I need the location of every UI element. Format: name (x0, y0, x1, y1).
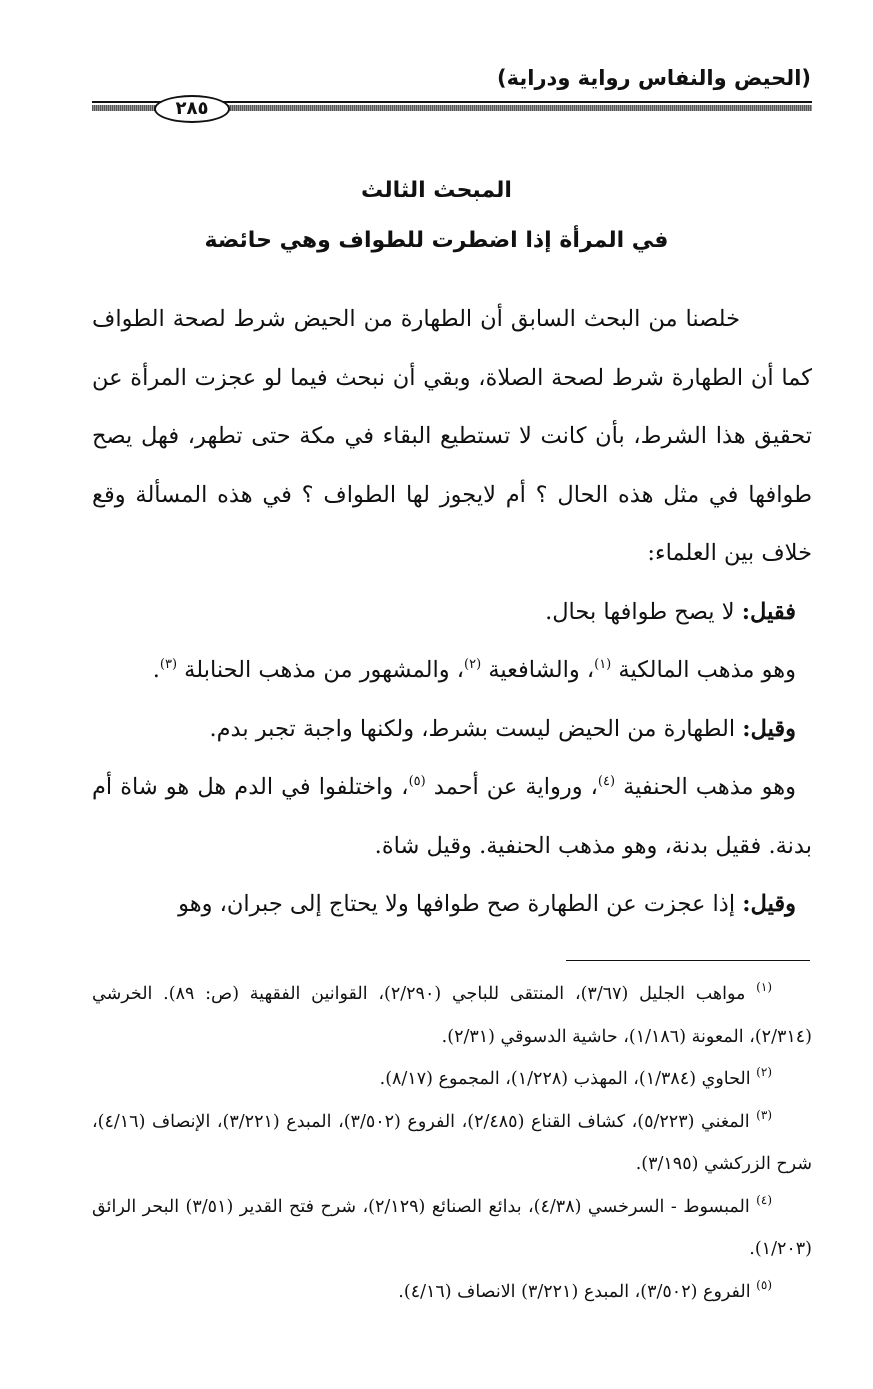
view2-paragraph (92, 700, 812, 759)
footnote-mark-3: (٣) (756, 1107, 772, 1122)
view3-paragraph (92, 875, 812, 934)
footnote-text-4: المبسوط - السرخسي (٤/٣٨)، بدائع الصنائع (٢/١٢٩)، شرح فتح القدير (٣/٥١) البحر الرائق (١/٢٠٣). (92, 1196, 812, 1259)
footnote-text-2: الحاوي (١/٣٨٤)، المهذب (١/٢٢٨)، المجموع (٨/١٧). (379, 1069, 757, 1089)
footnote-5 (92, 1271, 812, 1314)
footnote-mark-2: (٢) (756, 1065, 772, 1079)
view1-text: لا يصح طوافها بحال. (545, 598, 742, 625)
view1-support-b: ، والشافعية (481, 657, 595, 683)
page-number: ٢٨٥ (154, 95, 230, 123)
footnote-2 (92, 1058, 812, 1101)
footnote-mark-4: (٤) (756, 1192, 772, 1207)
section-subtitle: في المرأة إذا اضطرت للطواف وهي حائضة (204, 228, 669, 253)
footnote-text-5: الفروع (٣/٥٠٢)، المبدع (٣/٢٢١) الانصاف (٤/١٦). (398, 1281, 757, 1302)
view3-text: إذا عجزت عن الطهارة صح طوافها ولا يحتاج إلى جبران، وهو (178, 891, 743, 917)
view2-support-paragraph (92, 758, 812, 875)
footnote-ref-5[interactable]: (٥) (408, 774, 426, 789)
view1-support-c: ، والمشهور من مذهب الحنابلة (177, 657, 465, 683)
view2-support-c: ، واختلفوا في الدم هل هو شاة أم بدنة. فقيل بدنة، وهو مذهب الحنفية. وقيل شاة. (92, 774, 812, 859)
footnote-ref-4[interactable]: (٤) (597, 774, 616, 789)
view2-support-b: ، ورواية عن أحمد (425, 774, 598, 800)
intro-paragraph: خلصنا من البحث السابق أن الطهارة من الحيض شرط لصحة الطواف كما أن الطهارة شرط لصحة الصلاة، وبقي أن نبحث فيما لو عجزت المرأة عن تحقيق هذا الشرط، بأن كانت لا تستطيع البقاء في مكة حتى تطهر، فهل يصح طوافها في مثل هذه الحال ؟ أم لايجوز لها الطواف ؟ في هذه المسألة وقع خلاف بين العلماء: (92, 306, 812, 566)
footnote-3 (92, 1101, 812, 1186)
footnote-ref-2[interactable]: (٢) (464, 657, 482, 672)
view1-support-a: وهو مذهب المالكية (611, 657, 796, 683)
view2-text: الطهارة من الحيض ليست بشرط، ولكنها واجبة تجبر بدم. (209, 715, 743, 742)
view1-support-d: . (152, 657, 160, 683)
view2-lead: وقيل: (742, 715, 796, 742)
view1-support-paragraph (92, 641, 812, 700)
running-title: (الحيض والنفاس رواية ودراية) (497, 66, 811, 90)
footnote-text-3: المغني (٥/٢٢٣)، كشاف القناع (٢/٤٨٥)، الفروع (٣/٥٠٢)، المبدع (٣/٢٢١)، الإنصاف (٤/١٦)، شرح الزركشي (٣/١٩٥). (92, 1111, 812, 1174)
footnote-separator (566, 960, 810, 961)
view3-lead: وقيل: (742, 891, 796, 917)
footnotes (92, 973, 812, 1313)
footnote-mark-1: (١) (756, 980, 772, 994)
footnote-mark-5: (٥) (756, 1277, 772, 1292)
view1-paragraph (92, 583, 812, 642)
footnote-text-1: مواهب الجليل (٣/٦٧)، المنتقى للباجي (٢/٢٩٠)، القوانين الفقهية (ص: ٨٩). الخرشي (٢/٣١٤)، المعونة (١/١٨٦)، حاشية الدسوقي (٢/٣١). (92, 984, 812, 1047)
footnote-ref-3[interactable]: (٣) (159, 657, 178, 672)
view2-support-a: وهو مذهب الحنفية (615, 774, 796, 800)
section-title: المبحث الثالث (361, 178, 512, 203)
view1-lead: فقيل: (741, 598, 796, 625)
footnote-ref-1[interactable]: (١) (594, 657, 612, 672)
main-text (92, 290, 812, 934)
footnote-4 (92, 1186, 812, 1271)
footnote-1 (92, 973, 812, 1058)
